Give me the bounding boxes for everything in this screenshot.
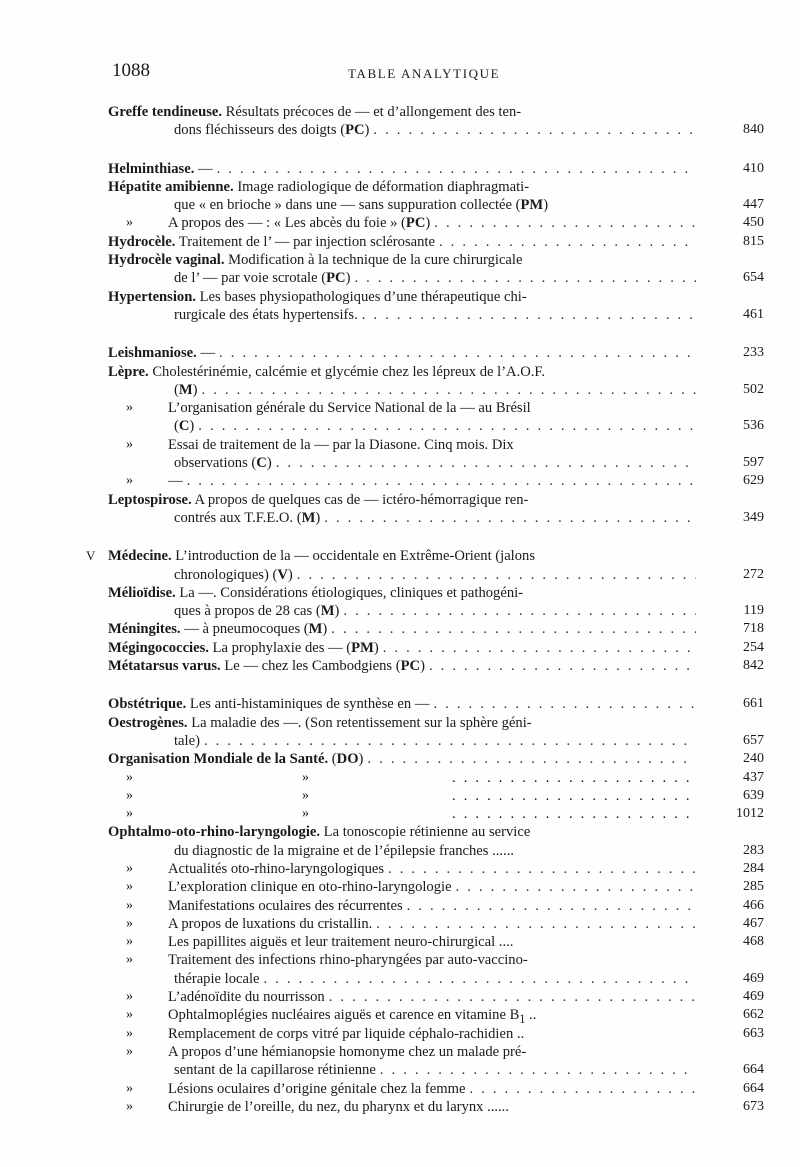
entry-text-run: — bbox=[196, 345, 216, 362]
page-ref: 240 bbox=[743, 751, 764, 767]
entry-text-run: Traitement de l’ — par injection sclérosante bbox=[175, 233, 435, 250]
entry-text-run: ) bbox=[189, 418, 195, 435]
index-line bbox=[0, 988, 800, 1006]
entry-text bbox=[174, 417, 696, 435]
entry-text-run: Image radiologique de déformation diaphragmati- bbox=[233, 178, 530, 195]
entry-term: DO bbox=[336, 751, 359, 768]
dot-leader bbox=[198, 417, 696, 435]
entry-term: Méningites. bbox=[108, 621, 181, 638]
index-line bbox=[0, 491, 800, 509]
entry-text bbox=[108, 103, 696, 121]
entry-term: Hépatite amibienne. bbox=[108, 178, 234, 195]
entry-term: M bbox=[320, 603, 335, 620]
page-ref: 629 bbox=[743, 473, 764, 489]
entry-text bbox=[174, 602, 696, 620]
entry-term: Mélioïdise. bbox=[108, 584, 176, 601]
page-ref: 1012 bbox=[736, 806, 764, 822]
ditto-mark: » bbox=[126, 400, 133, 416]
dot-leader bbox=[354, 269, 696, 287]
entry-text bbox=[168, 214, 696, 232]
index-line bbox=[0, 363, 800, 381]
entry-text-run: du diagnostic de la migraine et de l’épilepsie franches ...... bbox=[174, 842, 514, 859]
ditto-mark: » bbox=[126, 860, 133, 876]
index-line bbox=[0, 657, 800, 675]
entry-term: Mégingococcies. bbox=[108, 639, 209, 656]
entry-text bbox=[108, 160, 696, 178]
page-ref: 467 bbox=[743, 915, 764, 931]
entry-text-run: L’introduction de la — occidentale en Extrême-Orient (jalons bbox=[171, 548, 535, 565]
entry-text-run: L’adénoïdite du nourrisson bbox=[168, 989, 325, 1006]
entry-text bbox=[168, 436, 696, 454]
entry-term: M bbox=[308, 621, 323, 638]
entry-text bbox=[174, 269, 696, 287]
page-ref: 842 bbox=[743, 658, 764, 674]
entry-text bbox=[108, 620, 696, 638]
page-ref: 284 bbox=[743, 860, 764, 876]
index-line bbox=[0, 121, 800, 139]
dot-leader bbox=[263, 970, 696, 988]
index-line bbox=[0, 381, 800, 399]
dot-leader bbox=[202, 381, 696, 399]
entry-text-run: dons fléchisseurs des doigts ( bbox=[174, 122, 346, 139]
entry-text-run: ) bbox=[358, 751, 364, 768]
index-line bbox=[0, 417, 800, 435]
index-line bbox=[0, 214, 800, 232]
entry-text-run: — bbox=[194, 160, 213, 177]
index-line bbox=[0, 1043, 800, 1061]
dot-leader bbox=[383, 639, 696, 657]
dot-leader bbox=[456, 878, 696, 896]
entry-text-run: La —. Considérations étiologiques, cliniques et pathogéni- bbox=[175, 584, 524, 601]
entry-text bbox=[168, 878, 696, 896]
ditto-mark: » bbox=[126, 806, 133, 822]
entry-text bbox=[168, 1025, 696, 1043]
entry-text-run: Ophtalmoplégies nucléaires aiguës et carence en vitamine B bbox=[168, 1007, 520, 1024]
dot-leader bbox=[219, 344, 696, 362]
ditto-mark: » bbox=[126, 787, 133, 803]
entry-text-run: ) bbox=[543, 197, 549, 214]
dot-leader bbox=[217, 160, 696, 178]
entry-term: Hydrocèle vaginal. bbox=[108, 252, 225, 269]
entry-text-run: ( bbox=[174, 418, 179, 435]
page-ref: 285 bbox=[743, 879, 764, 895]
page-ref: 718 bbox=[743, 621, 764, 637]
dot-leader bbox=[187, 472, 696, 490]
entry-term: Métatarsus varus. bbox=[108, 658, 221, 675]
entry-text bbox=[108, 491, 696, 509]
entry-text-run: Modification à la technique de la cure chirurgicale bbox=[224, 252, 523, 269]
dot-leader bbox=[452, 787, 696, 805]
entry-text-run: — bbox=[168, 473, 183, 490]
page-ref: 119 bbox=[743, 603, 764, 619]
page-ref: 437 bbox=[743, 769, 764, 785]
page-ref: 461 bbox=[743, 306, 764, 322]
index-line bbox=[0, 509, 800, 527]
entry-text bbox=[108, 584, 696, 602]
ditto-mark: » bbox=[126, 989, 133, 1005]
entry-term: Lèpre. bbox=[108, 363, 149, 380]
index-line bbox=[0, 933, 800, 951]
entry-term: C bbox=[178, 418, 190, 435]
entry-text-run: — à pneumocoques ( bbox=[180, 621, 309, 638]
entry-text bbox=[108, 657, 696, 675]
index-line bbox=[0, 1006, 800, 1027]
entry-text-run: ) bbox=[287, 566, 293, 583]
dot-leader bbox=[407, 897, 696, 915]
page-ref: 233 bbox=[743, 345, 764, 361]
ditto-mark: » bbox=[126, 952, 133, 968]
index-line bbox=[0, 805, 800, 823]
index-line bbox=[0, 306, 800, 324]
dot-leader bbox=[367, 750, 696, 768]
index-line bbox=[0, 639, 800, 657]
entry-text-run: Les papillites aiguës et leur traitement neuro-chirurgical .... bbox=[168, 934, 514, 951]
dot-leader bbox=[331, 620, 696, 638]
entry-term: Helminthiase. bbox=[108, 160, 195, 177]
ditto-mark: » bbox=[126, 897, 133, 913]
entry-text-run: L’organisation générale du Service National de la — au Brésil bbox=[168, 400, 531, 417]
page-ref: 502 bbox=[743, 381, 764, 397]
index-line bbox=[0, 436, 800, 454]
entry-text-run: ) bbox=[373, 639, 379, 656]
index-line bbox=[0, 915, 800, 933]
entry-text-run: ) bbox=[334, 603, 340, 620]
dot-leader bbox=[297, 566, 696, 584]
dot-leader bbox=[469, 1080, 696, 1098]
entry-text-run: Cholestérinémie, calcémie et glycémie chez les lépreux de l’A.O.F. bbox=[148, 363, 546, 380]
entry-text-run: A propos des — : « Les abcès du foie » ( bbox=[168, 215, 406, 232]
page-ref: 639 bbox=[743, 787, 764, 803]
entry-text-run: Lésions oculaires d’origine génitale chez la femme bbox=[168, 1080, 466, 1097]
entry-text bbox=[168, 472, 696, 490]
entry-term: PC bbox=[405, 215, 426, 232]
ditto-mark: » bbox=[126, 436, 133, 452]
ditto-mark: » bbox=[126, 915, 133, 931]
entry-text bbox=[174, 842, 696, 860]
entry-term: V bbox=[277, 566, 288, 583]
entry-text-run: Les bases physiopathologiques d’une thérapeutique chi- bbox=[195, 288, 527, 305]
entry-text bbox=[168, 988, 696, 1006]
index-line bbox=[0, 842, 800, 860]
entry-text-run: ( bbox=[328, 751, 337, 768]
entry-term: PC bbox=[345, 122, 365, 139]
entry-text-run: chronologiques) ( bbox=[174, 566, 278, 583]
entry-text bbox=[174, 306, 696, 324]
page-ref: 664 bbox=[743, 1062, 764, 1078]
index-line bbox=[0, 970, 800, 988]
entry-text-run: thérapie locale bbox=[174, 970, 260, 987]
running-title: TABLE ANALYTIQUE bbox=[348, 66, 501, 81]
index-line bbox=[0, 951, 800, 969]
entry-text bbox=[168, 399, 696, 417]
index-line bbox=[0, 566, 800, 584]
index-line bbox=[0, 288, 800, 306]
dot-leader bbox=[324, 509, 696, 527]
entry-text bbox=[174, 381, 696, 399]
page-ref: 654 bbox=[743, 270, 764, 286]
entry-text bbox=[174, 509, 696, 527]
index-line bbox=[0, 233, 800, 251]
entry-text-run: ) bbox=[425, 215, 431, 232]
entry-text-run: La maladie des —. (Son retentissement sur la sphère géni- bbox=[187, 714, 532, 731]
entry-text bbox=[108, 288, 696, 306]
dot-leader bbox=[380, 1061, 696, 1079]
page-ref: 254 bbox=[743, 639, 764, 655]
entry-term: PM bbox=[351, 639, 374, 656]
entry-text bbox=[174, 196, 696, 214]
ditto-mark: » bbox=[126, 769, 133, 785]
dot-leader bbox=[439, 233, 696, 251]
page-ref: 661 bbox=[743, 696, 764, 712]
entry-text-run: Les anti-histaminiques de synthèse en — bbox=[186, 696, 430, 713]
dot-leader bbox=[204, 732, 696, 750]
entry-text bbox=[108, 233, 696, 251]
ditto-mark: » bbox=[126, 1043, 133, 1059]
entry-text-run: .. bbox=[525, 1007, 537, 1024]
entry-text bbox=[168, 1080, 696, 1098]
page-ref: 840 bbox=[743, 122, 764, 138]
entry-text-run: que « en brioche » dans une — sans suppuration collectée ( bbox=[174, 197, 521, 214]
page-ref: 272 bbox=[743, 566, 764, 582]
entry-text bbox=[108, 251, 696, 269]
index-line bbox=[0, 472, 800, 490]
dot-leader bbox=[343, 602, 696, 620]
page-ref: 349 bbox=[743, 509, 764, 525]
entry-text bbox=[174, 454, 696, 472]
entry-text bbox=[174, 970, 696, 988]
index-line bbox=[0, 695, 800, 713]
entry-text-run: tale) bbox=[174, 732, 200, 749]
index-line bbox=[0, 769, 800, 787]
entry-text-run: ) bbox=[322, 621, 328, 638]
entry-text-run: A propos de luxations du cristallin. bbox=[168, 915, 373, 932]
entry-text bbox=[108, 363, 696, 381]
dot-leader bbox=[388, 860, 696, 878]
entry-text-run: Remplacement de corps vitré par liquide céphalo-rachidien .. bbox=[168, 1025, 525, 1042]
dot-leader bbox=[276, 454, 696, 472]
entry-text bbox=[168, 951, 696, 969]
entry-text bbox=[108, 547, 696, 565]
index-line bbox=[0, 454, 800, 472]
entry-text-run: Chirurgie de l’oreille, du nez, du pharynx et du larynx ...... bbox=[168, 1098, 509, 1115]
index-line bbox=[0, 823, 800, 841]
entry-text bbox=[174, 121, 696, 139]
entry-text-run: Essai de traitement de la — par la Diasone. Cinq mois. Dix bbox=[168, 436, 514, 453]
dot-leader bbox=[373, 121, 696, 139]
ditto-mark: » bbox=[126, 934, 133, 950]
dot-leader bbox=[429, 657, 696, 675]
dot-leader bbox=[376, 915, 696, 933]
entry-text bbox=[108, 695, 696, 713]
ditto-mark: » bbox=[302, 769, 309, 785]
entry-text bbox=[168, 915, 696, 933]
entry-text-run: A propos de quelques cas de — ictéro-hémorragique ren- bbox=[191, 491, 529, 508]
ditto-mark: » bbox=[302, 806, 309, 822]
entry-term: Hypertension. bbox=[108, 288, 196, 305]
index-line bbox=[0, 178, 800, 196]
entry-text bbox=[168, 860, 696, 878]
entry-term: Greffe tendineuse. bbox=[108, 104, 223, 120]
index-line bbox=[0, 1025, 800, 1043]
page-ref: 662 bbox=[743, 1007, 764, 1023]
entry-term: M bbox=[178, 381, 193, 398]
entry-text-run: Résultats précoces de — et d’allongement des ten- bbox=[222, 104, 522, 120]
page-ref: 664 bbox=[743, 1080, 764, 1096]
page-ref: 447 bbox=[743, 197, 764, 213]
entry-text bbox=[168, 933, 696, 951]
index-line bbox=[0, 196, 800, 214]
index-line bbox=[0, 1098, 800, 1116]
dot-leader bbox=[433, 695, 696, 713]
page-ref: 536 bbox=[743, 418, 764, 434]
dot-leader bbox=[452, 805, 696, 823]
dot-leader bbox=[362, 306, 696, 324]
page-ref: 410 bbox=[743, 160, 764, 176]
page-ref: 597 bbox=[743, 455, 764, 471]
entry-term: Leptospirose. bbox=[108, 491, 192, 508]
ditto-mark: » bbox=[302, 787, 309, 803]
entry-text-run: ) bbox=[315, 509, 321, 526]
entry-text bbox=[108, 178, 696, 196]
entry-text-run: ) bbox=[192, 381, 198, 398]
index-line bbox=[0, 620, 800, 638]
index-line bbox=[0, 1080, 800, 1098]
index-line bbox=[0, 160, 800, 178]
entry-text bbox=[168, 897, 696, 915]
index-line bbox=[0, 897, 800, 915]
index-line bbox=[0, 547, 800, 565]
index-line bbox=[0, 251, 800, 269]
subscript: 1 bbox=[519, 1012, 526, 1027]
index-line bbox=[0, 750, 800, 768]
entry-term: C bbox=[256, 455, 267, 472]
entry-term: PC bbox=[326, 270, 346, 287]
page-ref: 450 bbox=[743, 215, 764, 231]
entry-text-run: Actualités oto-rhino-laryngologiques bbox=[168, 860, 385, 877]
ditto-mark: » bbox=[126, 879, 133, 895]
page-ref: 283 bbox=[743, 842, 764, 858]
index-line bbox=[0, 1061, 800, 1079]
entry-text-run: Manifestations oculaires des récurrentes bbox=[168, 897, 403, 914]
ditto-mark: » bbox=[126, 215, 133, 231]
index-line bbox=[0, 103, 800, 121]
entry-text bbox=[174, 1061, 696, 1079]
page-number: 1088 bbox=[112, 60, 150, 81]
dot-leader bbox=[434, 214, 696, 232]
page-ref: 673 bbox=[743, 1098, 764, 1114]
index-line bbox=[0, 732, 800, 750]
entry-text bbox=[108, 639, 696, 657]
entry-term: PM bbox=[520, 197, 544, 214]
entry-term: Organisation Mondiale de la Santé. bbox=[108, 751, 329, 768]
entry-text bbox=[174, 732, 696, 750]
entry-text-run: rurgicale des états hypertensifs. bbox=[174, 306, 358, 323]
page-ref: 657 bbox=[743, 732, 764, 748]
entry-term: PC bbox=[400, 658, 421, 675]
entry-text-run: observations ( bbox=[174, 455, 257, 472]
entry-term: Oestrogènes. bbox=[108, 714, 188, 731]
entry-text-run: La prophylaxie des — ( bbox=[208, 639, 352, 656]
index-line bbox=[0, 399, 800, 417]
page-ref: 663 bbox=[743, 1025, 764, 1041]
page-ref: 815 bbox=[743, 233, 764, 249]
entry-text-run: La tonoscopie rétinienne au service bbox=[320, 824, 531, 841]
entry-text bbox=[108, 344, 696, 362]
entry-text-run: L’exploration clinique en oto-rhino-laryngologie bbox=[168, 879, 452, 896]
entry-text-run: ) bbox=[364, 122, 370, 139]
entry-term: Hydrocèle. bbox=[108, 233, 176, 250]
entry-text bbox=[108, 714, 696, 732]
index-line bbox=[0, 878, 800, 896]
index-line bbox=[0, 602, 800, 620]
index-line bbox=[0, 584, 800, 602]
ditto-mark: » bbox=[126, 1007, 133, 1023]
entry-text-run: ques à propos de 28 cas ( bbox=[174, 603, 321, 620]
entry-text-run: sentant de la capillarose rétinienne bbox=[174, 1062, 376, 1079]
page-ref: 468 bbox=[743, 934, 764, 950]
entry-text bbox=[174, 566, 696, 584]
entry-text-run: ( bbox=[174, 381, 179, 398]
page-ref: 469 bbox=[743, 970, 764, 986]
entry-term: Obstétrique. bbox=[108, 696, 187, 713]
entry-text bbox=[168, 1043, 696, 1061]
dot-leader bbox=[452, 769, 696, 787]
entry-text-run: Le — chez les Cambodgiens ( bbox=[220, 658, 401, 675]
index-line bbox=[0, 344, 800, 362]
page-ref: 466 bbox=[743, 897, 764, 913]
entry-term: Médecine. bbox=[108, 548, 172, 565]
ditto-mark: » bbox=[126, 1025, 133, 1041]
entry-term: Leishmaniose. bbox=[108, 345, 197, 362]
entry-text-run: A propos d’une hémianopsie homonyme chez un malade pré- bbox=[168, 1043, 527, 1060]
entry-text-run: ) bbox=[420, 658, 425, 675]
entry-text bbox=[108, 750, 696, 768]
entry-text-run: ) bbox=[345, 270, 351, 287]
entry-text-run: Traitement des infections rhino-pharyngées par auto-vaccino- bbox=[168, 952, 528, 969]
entry-text bbox=[108, 823, 696, 841]
index-line bbox=[0, 269, 800, 287]
entry-text-run: ) bbox=[266, 455, 272, 472]
dot-leader bbox=[329, 988, 696, 1006]
page-ref: 469 bbox=[743, 989, 764, 1005]
entry-text bbox=[168, 1098, 696, 1116]
entry-term: Ophtalmo-oto-rhino-laryngologie. bbox=[108, 824, 321, 841]
index-line bbox=[0, 787, 800, 805]
ditto-mark: » bbox=[126, 1080, 133, 1096]
ditto-mark: » bbox=[126, 473, 133, 489]
margin-mark: V bbox=[86, 548, 96, 564]
index-line bbox=[0, 714, 800, 732]
entry-text-run: de l’ — par voie scrotale ( bbox=[174, 270, 327, 287]
entry-text-run: contrés aux T.F.E.O. ( bbox=[174, 509, 302, 526]
index-entries bbox=[0, 103, 800, 1116]
entry-term: M bbox=[301, 509, 316, 526]
ditto-mark: » bbox=[126, 1098, 133, 1114]
index-line bbox=[0, 860, 800, 878]
